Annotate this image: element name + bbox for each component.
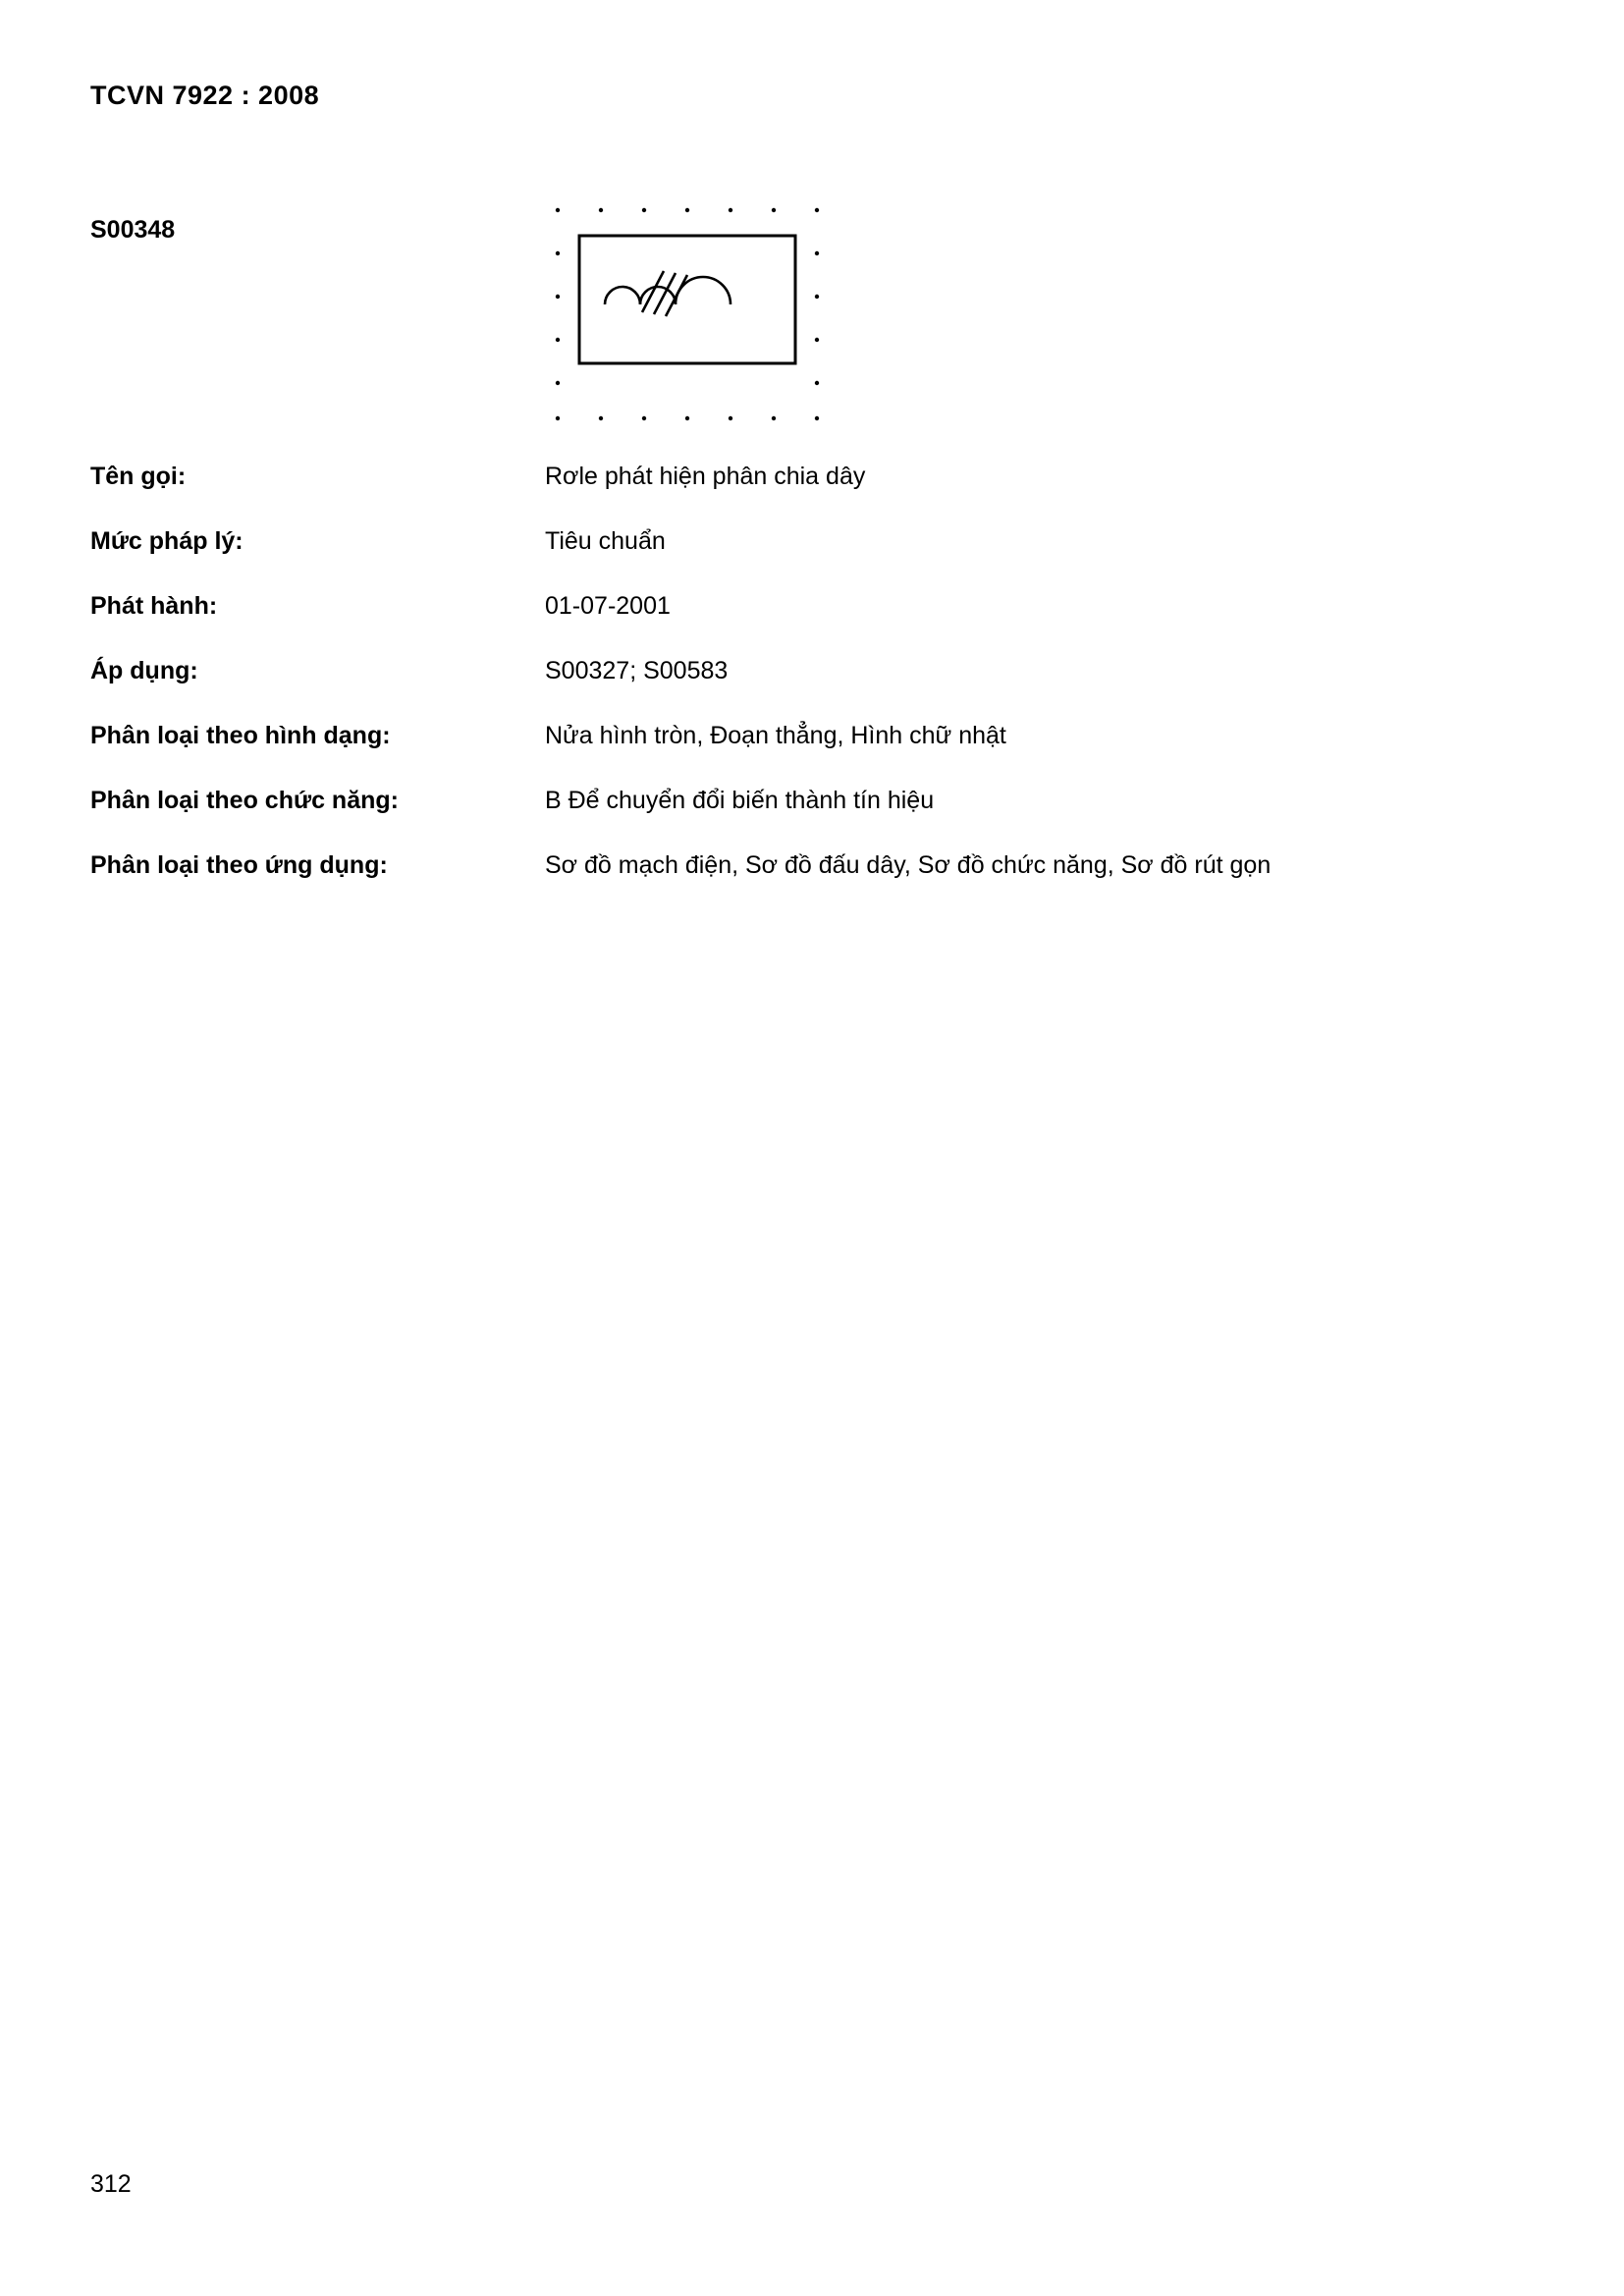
field-label: Phát hành:	[90, 592, 218, 620]
field-value: 01-07-2001	[545, 592, 671, 620]
table-row	[90, 850, 1543, 915]
field-label: Tên gọi:	[90, 463, 187, 490]
table-row	[90, 591, 1543, 656]
field-label: Phân loại theo ứng dụng:	[90, 851, 388, 879]
field-value: Rơle phát hiện phân chia dây	[545, 463, 866, 490]
table-row	[90, 656, 1543, 721]
field-value: Sơ đồ mạch điện, Sơ đồ đấu dây, Sơ đồ chức năng, Sơ đồ rút gọn	[545, 851, 1272, 879]
relay-line-split-detection-symbol	[538, 196, 892, 432]
field-value: B Để chuyển đổi biến thành tín hiệu	[545, 787, 935, 814]
field-label: Phân loại theo hình dạng:	[90, 722, 391, 749]
symbol-code: S00348	[90, 216, 176, 244]
table-row	[90, 462, 1543, 526]
page-title: TCVN 7922 : 2008	[90, 81, 320, 110]
field-value: Nửa hình tròn, Đoạn thẳng, Hình chữ nhật	[545, 722, 1006, 749]
field-label: Mức pháp lý:	[90, 527, 244, 555]
symbol-attributes-table	[90, 462, 1543, 915]
field-label: Phân loại theo chức năng:	[90, 787, 399, 814]
field-value: Tiêu chuẩn	[545, 527, 666, 555]
page-number: 312	[90, 2170, 132, 2198]
field-value: S00327; S00583	[545, 657, 729, 684]
table-row	[90, 786, 1543, 850]
table-row	[90, 721, 1543, 786]
table-row	[90, 526, 1543, 591]
field-label: Áp dụng:	[90, 657, 198, 684]
